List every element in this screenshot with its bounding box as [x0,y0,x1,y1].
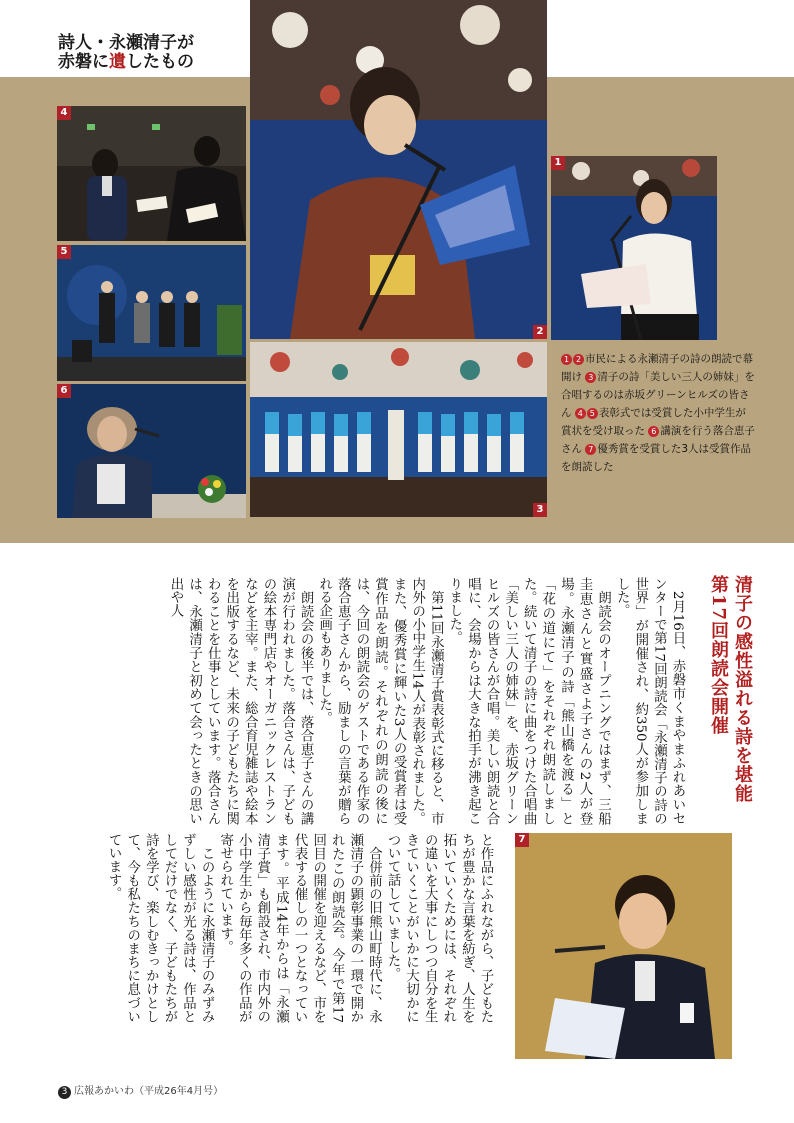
photo-number-badge: 5 [57,245,71,259]
article-title: 清子の感性溢れる詩を堪能 第17回朗読会開催 [708,575,753,803]
photo-number-badge: 3 [533,503,547,517]
photo-reader-woman [551,156,717,340]
photo-reader-kimono [250,0,547,339]
photo-number-badge: 7 [515,833,529,847]
publication-name: 広報あかいわ（平成26年4月号） [74,1086,224,1097]
page-number: 3 [58,1086,71,1099]
photo-award-handover [57,106,246,241]
photo-number-badge: 4 [57,106,71,120]
photo-award-winners [57,245,246,381]
heading-line-2: 赤磐に遺したもの [58,52,194,72]
page-footer [58,1082,223,1099]
page-heading [58,34,194,72]
photo-lecturer [57,384,246,518]
article-body-bottom: と作品にふれながら、子どもたちが豊かな言葉を紡ぎ、人生を拓いていくためには、それぞれの違いを大事にしつつ自分を生きていくことがいかに大切かについて話していました。 合併前の旧熊山町時代に、永瀬清子の顕彰事業の一環で開かれたこの朗読会。今年で第17回目の開催を迎えるなど、市を代表する催しの一つとなっています。平成14年からは「永瀬清子賞」も創設され、市内外の小中学生から毎年多くの作品が寄せられています。 このように永瀬清子のみずみずしい感性が光る詩は、作品としてだけでなく、子どもたちが詩を学び、楽しむきっかけとして、今も私たちのまちに息づいています。 [106,833,493,1023]
photo-chorus [250,342,547,517]
photo-caption: 1 2 市民による永瀬清子の詩の朗読で幕開け 3 清子の詩「美しい三人の姉妹」を合唱するのは赤坂グリーンヒルズの皆さん 4 5 表彰式では受賞した小中学生が賞状を受け取った 6 講演を行う落合恵子さん 7 優秀賞を受賞した3人は受賞作品を朗読した [561,353,755,473]
photo-number-badge: 1 [551,156,565,170]
photo-number-badge: 6 [57,384,71,398]
photo-boy-reading [515,833,732,1059]
article-body-top: 2月16日、赤磐市くまやまふれあいセンターで第17回朗読会「永瀬清子の詩の世界」が開催され、約350人が参加しました。 朗読会のオープニングではまず、三船圭恵さんと實盛さよ子さんの2人が登場。永瀬清子の詩「熊山橋を渡る」と「花の道にて」をそれぞれ朗読しました。続いて清子の詩に曲をつけた合唱曲「美しい三人の姉妹」を、赤坂グリーンヒルズの皆さんが合唱。美しい朗読と合唱に、会場からは大きな拍手が沸き起こりました。 第11回永瀬清子賞表彰式に移ると、市内外の小中学生14人が表彰されました。また、優秀賞に輝いた3人の受賞者は受賞作品を朗読。それぞれの朗読の後には、今回の朗読会のゲストである作家の落合恵子さんから、励ましの言葉が贈られる企画もありました。 朗読会の後半では、落合恵子さんの講演が行われました。落合さんは、子どもの絵本専門店やオーガニックレストランなどを主宰。また、総合育児雑誌や絵本を出版するなど、未来の子どもたちに関わることを仕事としています。落合さんは、永瀬清子と初めて会ったときの思い出や人 [167,577,685,825]
heading-line-1: 詩人・永瀬清子が [58,33,194,53]
photo-number-badge: 2 [533,325,547,339]
